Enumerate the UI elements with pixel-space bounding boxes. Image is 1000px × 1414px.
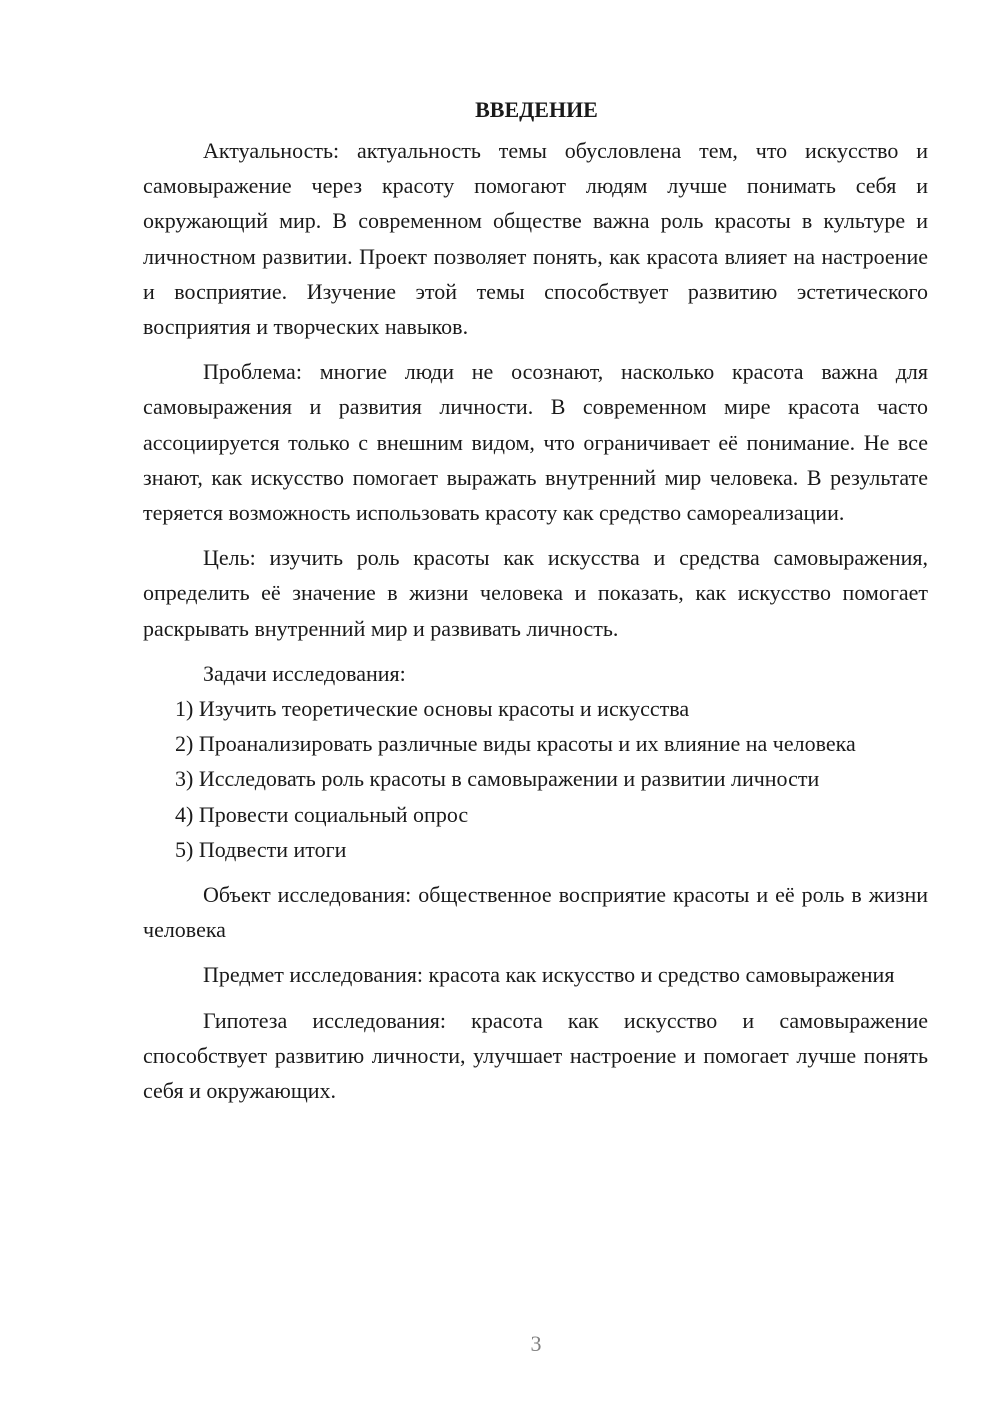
task-item-4: 4) Провести социальный опрос <box>175 801 469 827</box>
task-item-3: 3) Исследовать роль красоты в самовыражении и развитии личности <box>175 766 820 792</box>
hypothesis-paragraph: Гипотеза исследования: красота как искусство и самовыражение способствует развитию личности, улучшает настроение и помогает лучше понять себя и окружающих. <box>143 1007 928 1104</box>
object-paragraph: Объект исследования: общественное восприятие красоты и её роль в жизни человека <box>143 882 928 943</box>
subject-paragraph: Предмет исследования: красота как искусство и средство самовыражения <box>203 962 895 988</box>
task-item-1: 1) Изучить теоретические основы красоты и искусства <box>175 696 690 722</box>
task-item-5: 5) Подвести итоги <box>175 836 347 862</box>
goal-paragraph: Цель: изучить роль красоты как искусства и средства самовыражения, определить её значение в жизни человека и показать, как искусство помогает раскрывать внутренний мир и развивать личность. <box>143 545 928 641</box>
task-item-2: 2) Проанализировать различные виды красоты и их влияние на человека <box>175 731 856 757</box>
relevance-paragraph: Актуальность: актуальность темы обусловлена тем, что искусство и самовыражение через красоту помогают людям лучше понимать себя и окружающий мир. В современном обществе важна роль красоты в культуре и личностном развитии. Проект позволяет понять, как красота влияет на настроение и восприятие. Изучение этой темы способствует развитию эстетического восприятия и творческих навыков. <box>143 138 928 340</box>
tasks-heading: Задачи исследования: <box>203 660 406 686</box>
problem-paragraph: Проблема: многие люди не осознают, насколько красота важна для самовыражения и развития личности. В современном мире красота часто ассоциируется только с внешним видом, что ограничивает её понимание. Не все знают, как искусство помогает выражать внутренний мир человека. В результате теряется возможность использовать красоту как средство самореализации. <box>143 359 928 526</box>
page-number: 3 <box>530 1331 542 1356</box>
document-page <box>143 92 928 1108</box>
page-title: ВВЕДЕНИЕ <box>475 97 598 122</box>
